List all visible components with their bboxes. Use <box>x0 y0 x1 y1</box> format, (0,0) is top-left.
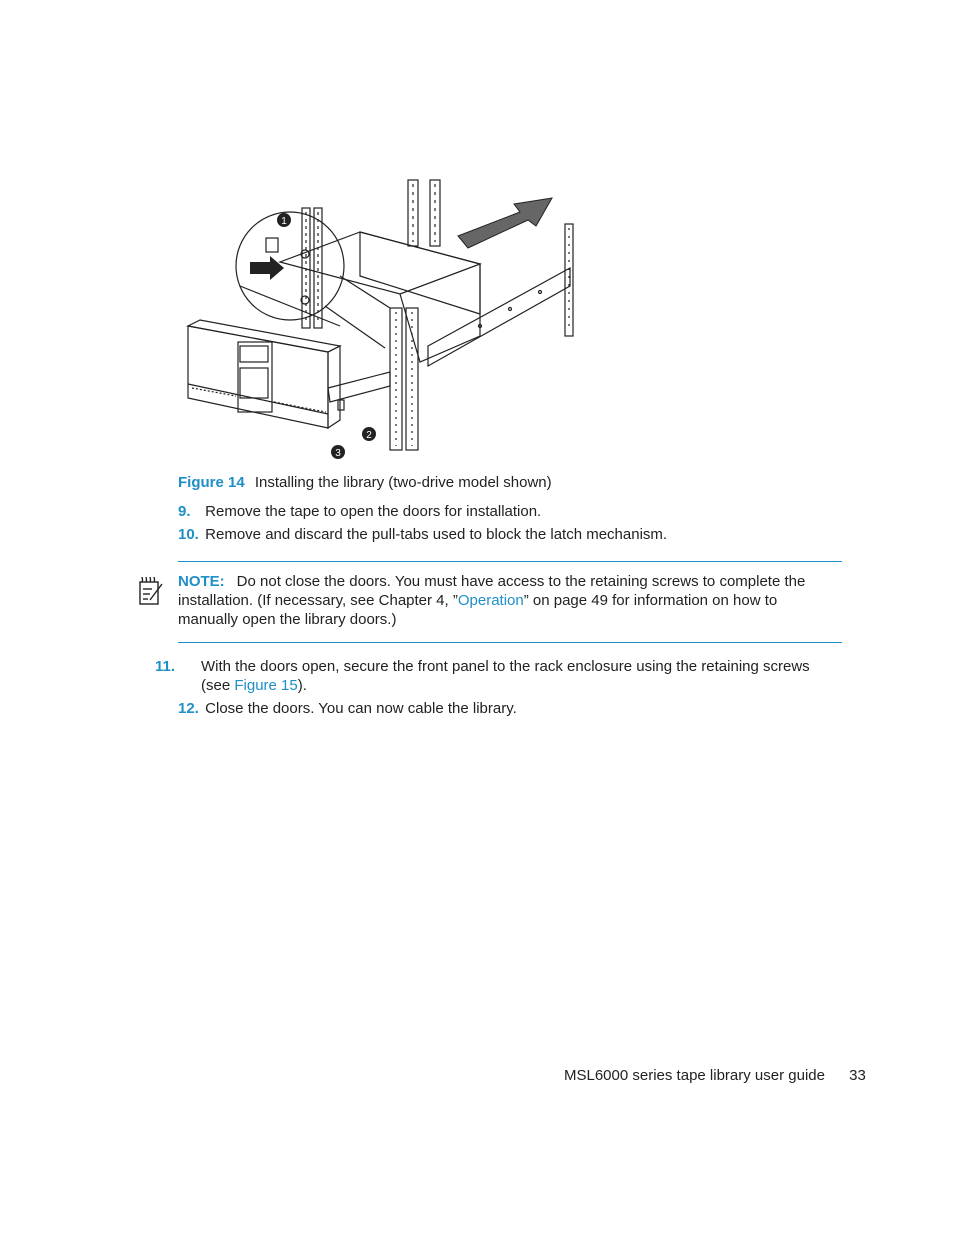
operation-link[interactable]: Operation <box>457 592 524 609</box>
step-11 <box>155 657 842 695</box>
note-label: NOTE: <box>178 573 225 590</box>
installation-figure <box>180 176 600 466</box>
note-top-rule <box>178 561 842 562</box>
arrow-right-icon <box>250 256 284 280</box>
step-text-1: With the doors open, secure the front panel to the rack enclosure using the retaining screws (see <box>201 658 810 694</box>
step-text: Remove and discard the pull-tabs used to block the latch mechanism. <box>205 526 668 543</box>
callout-1 <box>277 213 291 227</box>
arrow-push-icon <box>458 198 552 248</box>
figure-label: Figure 14 <box>178 474 245 491</box>
figure-15-link[interactable]: Figure 15 <box>234 677 298 694</box>
note-bottom-rule <box>178 642 842 643</box>
svg-text:1: 1 <box>281 216 287 227</box>
callout-3 <box>331 445 345 459</box>
step-number: 11. <box>155 658 176 675</box>
callout-2 <box>362 427 376 441</box>
footer-title: MSL6000 series tape library user guide <box>564 1067 825 1084</box>
step-number: 12. <box>178 700 199 717</box>
figure-caption <box>178 474 552 491</box>
svg-text:2: 2 <box>366 430 372 441</box>
note-text-2: ” on page 49 for information on how to manually open the library doors.) <box>178 592 778 628</box>
note-text-1: Do not close the doors. You must have access to the retaining screws to complete the installation. (If necessary, see Chapter 4, ” <box>178 573 806 609</box>
step-number: 10. <box>178 526 199 543</box>
note-block <box>178 572 818 629</box>
figure-caption-text: Installing the library (two-drive model shown) <box>254 474 552 491</box>
page-footer <box>564 1067 866 1084</box>
note-pad-icon <box>138 574 164 606</box>
step-10 <box>178 525 842 544</box>
step-text: Remove the tape to open the doors for installation. <box>205 503 542 520</box>
svg-text:3: 3 <box>335 448 341 459</box>
step-number: 9. <box>178 503 191 520</box>
step-text: Close the doors. You can now cable the library. <box>205 700 517 717</box>
library-install-illustration <box>180 176 600 466</box>
step-12 <box>178 699 842 718</box>
page-number: 33 <box>849 1067 866 1084</box>
step-text-2: ). <box>297 677 307 694</box>
step-9 <box>178 502 842 521</box>
